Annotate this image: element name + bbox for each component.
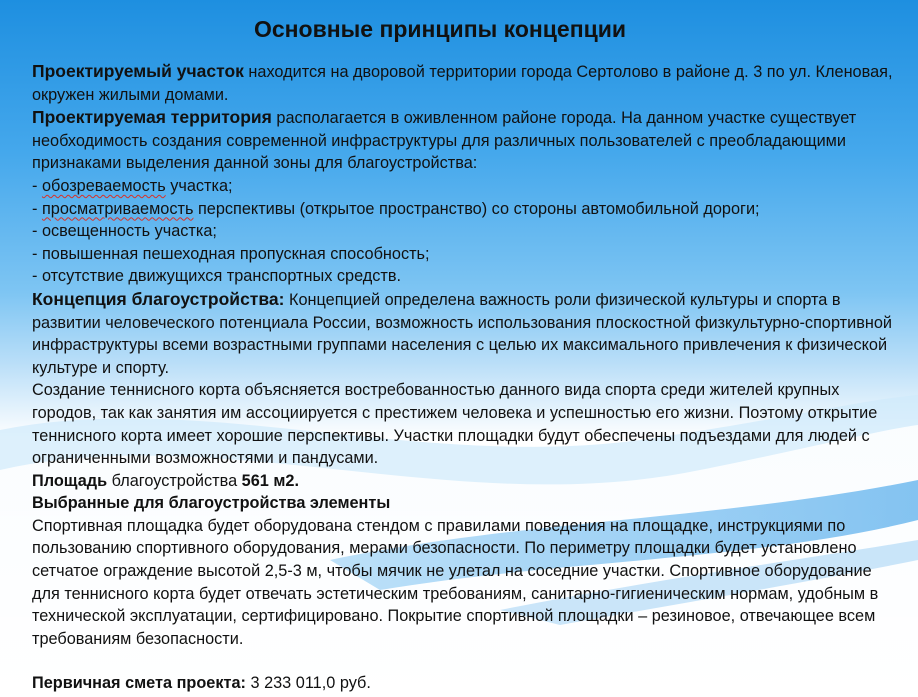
list-item-text: освещенность участка; (41, 222, 217, 241)
list-item: - отсутствие движущихся транспортных средств. (32, 267, 402, 286)
list-item: - обозреваемость участка; (32, 176, 233, 195)
spacer (32, 650, 900, 672)
concept-text: Концепцией определена важность роли физической культуры и спорта в развитии человеческого потенциала России, возможность использования плоскостной физкультурно-спортивной инфраструктуры всеми возрастными группами населения с целью их максимального привлечения к физической культуре и спорту. (32, 290, 892, 377)
list-item: - освещенность участка; (32, 222, 217, 241)
area-lead: Площадь (32, 471, 108, 490)
list-item-text: повышенная пешеходная пропускная способность; (41, 244, 430, 263)
estimate-lead: Первичная смета проекта: (32, 674, 246, 693)
list-item: - просматриваемость перспективы (открытое пространство) со стороны автомобильной дороги; (32, 199, 760, 218)
paragraph-elements: Спортивная площадка будет оборудована стендом с правилами поведения на площадке, инструкциями по пользованию спортивного оборудования, мерами безопасности. По периметру площадки будет установлено сетчатое ограждение высотой 2,5-3 м, чтобы мячик не улетал на соседние участки. Спортивное оборудование для теннисного корта будет отвечать эстетическим требованиям, санитарно-гигиеническим нормам, удобным в технической эксплуатации, сертифицировано. Покрытие спортивной площадки – резиновое, отвечающее всем требованиям безопасности. (32, 516, 879, 648)
paragraph-territory (32, 106, 900, 175)
site-text: находится на дворовой территории города Сертолово в районе д. 3 по ул. Кленовая, окружен жилыми домами. (32, 63, 893, 104)
territory-lead: Проектируемая территория (32, 107, 272, 128)
paragraph-estimate (32, 672, 900, 695)
area-value: 561 м2. (241, 471, 299, 490)
slide-body (32, 60, 900, 695)
list-item-text: отсутствие движущихся транспортных средств. (41, 267, 402, 286)
paragraph-concept (32, 288, 900, 379)
estimate-value: 3 233 011,0 руб. (245, 674, 371, 693)
list-item-text: перспективы (открытое пространство) со стороны автомобильной дороги; (193, 199, 760, 218)
area-text: благоустройства (107, 471, 242, 490)
spellcheck-word: обозреваемость (41, 176, 166, 195)
paragraph-area (32, 470, 900, 493)
concept-lead: Концепция благоустройства (32, 288, 279, 309)
spellcheck-word: просматриваемость (41, 199, 194, 218)
territory-text: располагается в оживленном районе города. На данном участке существует необходимость создания современной инфраструктуры для различных пользователей с преобладающими признаками выделения данной зоны для благоустройства: (32, 109, 857, 173)
elements-heading: Выбранные для благоустройства элементы (32, 494, 391, 513)
slide-title: Основные принципы концепции (253, 16, 627, 42)
site-lead: Проектируемый участок (32, 61, 244, 81)
paragraph-site (32, 60, 900, 106)
list-item-text: участка; (165, 176, 233, 195)
concept-colon: : (278, 288, 285, 309)
list-item: - повышенная пешеходная пропускная способность; (32, 244, 430, 263)
paragraph-tennis: Создание теннисного корта объясняется востребованностью данного вида спорта среди жителей крупных городов, так как занятия им ассоциируется с престижем человека и успешностью его жизни. Поэтому открытие теннисного корта имеет хорошие перспективы. Участки площадки будут обеспечены подъездами для людей с ограниченными возможностями и пандусами. (32, 381, 878, 468)
